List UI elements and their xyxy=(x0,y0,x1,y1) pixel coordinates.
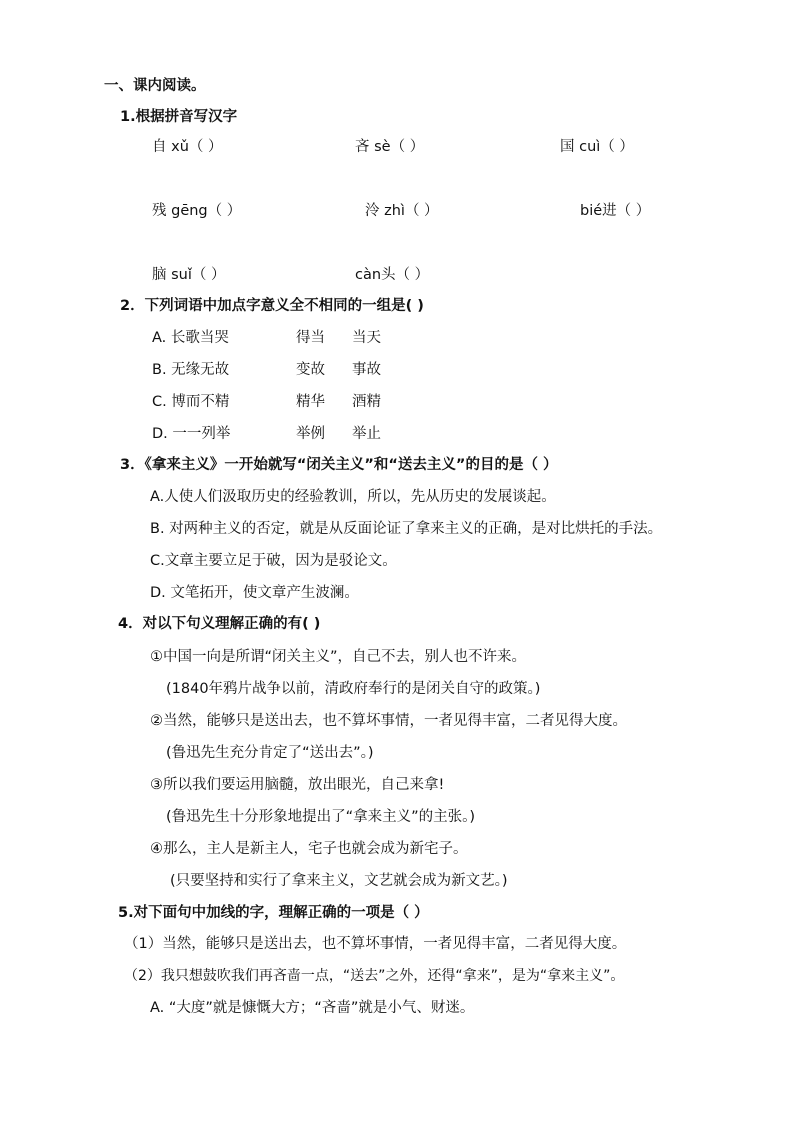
q5-title: 5.对下面句中加线的字，理解正确的一项是（ ） xyxy=(118,905,429,921)
q3-option: C.文章主要立足于破，因为是驳论文。 xyxy=(150,553,397,569)
q4-line: (鲁迅先生十分形象地提出了“拿来主义”的主张。) xyxy=(166,809,476,825)
q3-option: A.人使人们汲取历史的经验教训，所以，先从历史的发展谈起。 xyxy=(150,489,556,505)
q2-option-word: 当天 xyxy=(352,330,381,346)
q2-option-word: 举例 xyxy=(296,426,325,442)
q2-option-label: A. 长歌当哭 xyxy=(152,330,229,346)
q2-option-label: D. 一一列举 xyxy=(152,426,231,442)
q4-title: 4．对以下句义理解正确的有( ) xyxy=(118,616,321,632)
q2-option-word: 酒精 xyxy=(352,394,381,410)
q1-item: 吝 sè（ ） xyxy=(355,139,425,155)
q1-item: 脑 suǐ（ ） xyxy=(152,267,226,283)
q1-item: 国 cuì（ ） xyxy=(560,139,634,155)
q2-title: 2．下列词语中加点字意义全不相同的一组是( ) xyxy=(120,298,424,314)
q1-item: 自 xǔ（ ） xyxy=(152,139,223,155)
q3-option: D. 文笔拓开，使文章产生波澜。 xyxy=(150,585,359,601)
q1-item: 泠 zhì（ ） xyxy=(365,203,439,219)
q2-option-label: B. 无缘无故 xyxy=(152,362,230,378)
q1-item: 残 gēng（ ） xyxy=(152,203,242,219)
q1-item: bié进（ ） xyxy=(580,203,651,219)
q1-item: càn头（ ） xyxy=(355,267,430,283)
q2-option-word: 举止 xyxy=(352,426,381,442)
q4-line: ②当然，能够只是送出去，也不算坏事情，一者见得丰富，二者见得大度。 xyxy=(150,713,627,729)
q2-option-word: 得当 xyxy=(296,330,325,346)
q4-line: (1840年鸦片战争以前，清政府奉行的是闭关自守的政策。) xyxy=(166,681,541,697)
q4-line: (鲁迅先生充分肯定了“送出去”。) xyxy=(166,745,374,761)
q4-line: (只要坚持和实行了拿来主义，文艺就会成为新文艺。) xyxy=(170,873,508,889)
q4-line: ③所以我们要运用脑髓，放出眼光，自己来拿! xyxy=(150,777,445,793)
q3-title: 3．《拿来主义》一开始就写“闭关主义”和“送去主义”的目的是（ ） xyxy=(120,457,558,473)
q1-title: 1.根据拼音写汉字 xyxy=(120,109,238,125)
q3-option: B. 对两种主义的否定，就是从反面论证了拿来主义的正确，是对比烘托的手法。 xyxy=(150,521,663,537)
q4-line: ④那么，主人是新主人，宅子也就会成为新宅子。 xyxy=(150,841,468,857)
q2-option-label: C. 博而不精 xyxy=(152,394,230,410)
q5-line: （1）当然，能够只是送出去，也不算坏事情，一者见得丰富，二者见得大度。 xyxy=(124,936,627,952)
q2-option-word: 精华 xyxy=(296,394,325,410)
q2-option-word: 变故 xyxy=(296,362,325,378)
section-title: 一、课内阅读。 xyxy=(104,78,206,94)
q5-line: A. “大度”就是慷慨大方；“吝啬”就是小气、财迷。 xyxy=(150,1000,475,1016)
q2-option-word: 事故 xyxy=(352,362,381,378)
q5-line: （2）我只想鼓吹我们再吝啬一点，“送去”之外，还得“拿来”，是为“拿来主义”。 xyxy=(124,968,625,984)
q4-line: ①中国一向是所谓“闭关主义”，自己不去，别人也不许来。 xyxy=(150,649,527,665)
